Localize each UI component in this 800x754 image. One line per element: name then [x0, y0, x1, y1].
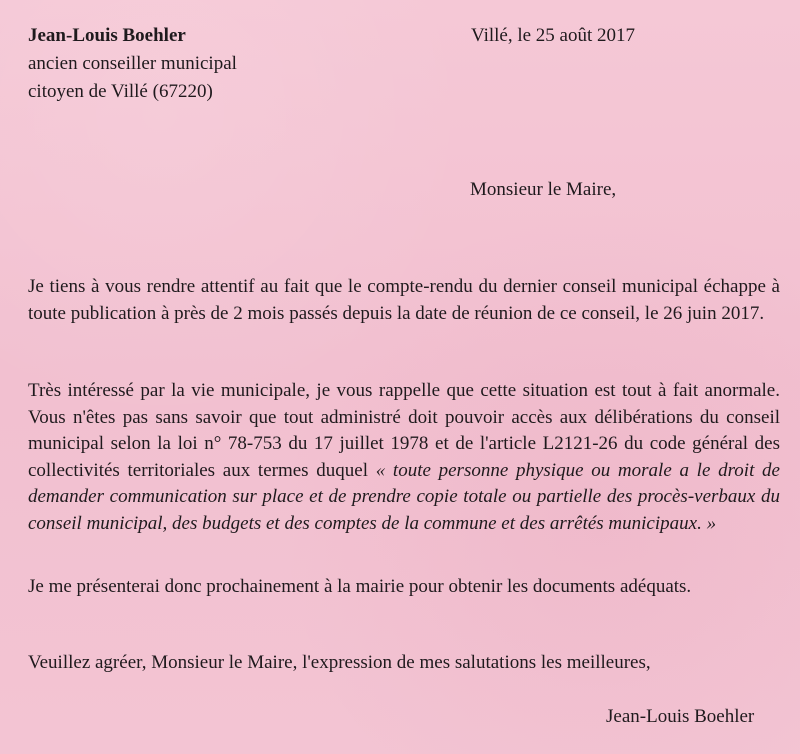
paragraph-1: Je tiens à vous rendre attentif au fait que le compte-rendu du dernier conseil municipal échappe à toute publication à près de 2 mois passés depuis la date de réunion de ce conseil, le 26 juin 2017. — [28, 276, 780, 324]
letter-date: Villé, le 25 août 2017 — [471, 25, 636, 46]
paragraph-2-intro: Très intéressé par la vie municipale, je vous rappelle que cette situation est tout à fait anormale. Vous n'êtes pas sans savoir que tout administré doit pouvoir accès aux délibérations du conseil municipal selon la loi n° 78-753 du 17 juillet 1978 et de l'article L2121-26 du code général des collectivités territoriales aux termes duquel — [28, 380, 780, 481]
salutation: Monsieur le Maire, — [470, 179, 617, 200]
closing-paragraph: Veuillez agréer, Monsieur le Maire, l'expression de mes salutations les meilleures, — [28, 652, 651, 673]
sender-title: ancien conseiller municipal — [28, 53, 237, 74]
sender-location: citoyen de Villé (67220) — [28, 81, 213, 102]
paragraph-3: Je me présenterai donc prochainement à la mairie pour obtenir les documents adéquats. — [28, 576, 692, 597]
sender-block — [28, 22, 237, 106]
paragraph-2 — [28, 378, 780, 537]
signature: Jean-Louis Boehler — [606, 706, 755, 727]
legal-quote: « toute personne physique ou morale a le droit de demander communication sur place et de prendre copie totale ou partielle des procès-verbaux du conseil municipal, des budgets et des comptes de la commune et des arrêtés municipaux. » — [28, 459, 780, 534]
sender-name: Jean-Louis Boehler — [28, 25, 186, 46]
